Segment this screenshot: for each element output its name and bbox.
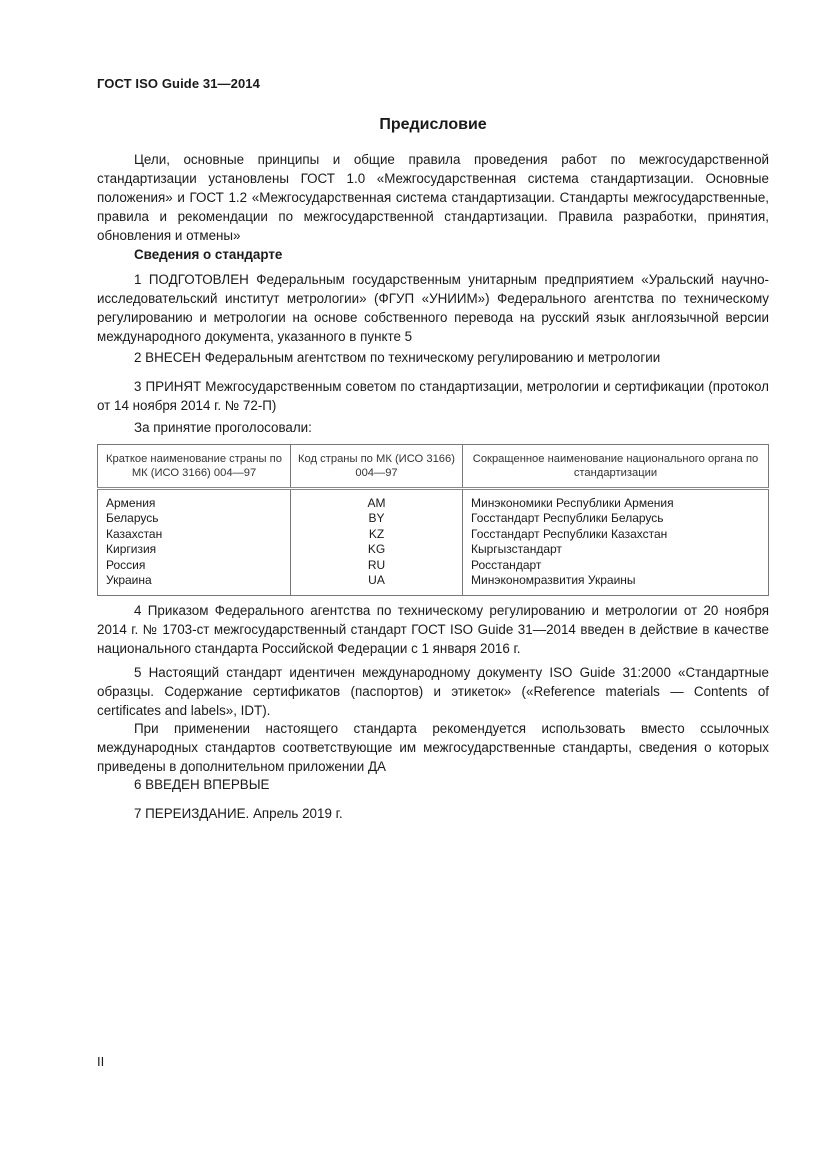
item-5-note: При применении настоящего стандарта рекомендуется использовать вместо ссылочных международных стандартов соответствующие им межгосударственные стандарты, сведения о которых приведены в дополнительном приложении ДА xyxy=(97,721,769,774)
page-title: Предисловие xyxy=(379,116,487,133)
table-header-row xyxy=(98,445,769,489)
table-cell: Армения xyxy=(106,496,156,510)
table-cell: UA xyxy=(368,573,385,588)
standards-bodies-column xyxy=(463,489,769,596)
table-cell: Госстандарт Республики Казахстан xyxy=(471,526,668,541)
vote-label: За принятие проголосовали: xyxy=(134,420,312,435)
page-number: II xyxy=(97,1054,105,1069)
table-cell: Россия xyxy=(106,557,146,572)
table-cell: Кыргызстандарт xyxy=(471,542,562,557)
table-cell: Госстандарт Республики Беларусь xyxy=(471,511,664,526)
item-1-prepared: 1 ПОДГОТОВЛЕН Федеральным государственным унитарным предприятием «Уральский научно-исследовательский институт метрологии» (ФГУП «УНИИМ») Федерального агентства по техническому регулированию и метрологии на основе собственного перевода на русский язык англоязычной версии международного документа, указанного в пункте 5 xyxy=(97,272,769,344)
item-5-identical: 5 Настоящий стандарт идентичен международному документу ISO Guide 31:2000 «Стандартные образцы. Содержание сертификатов (паспортов) и этикеток» («Reference materials — Contents of certificates and labels», IDT). xyxy=(97,665,769,718)
table-cell: Казахстан xyxy=(106,526,163,541)
standard-info-subheading: Сведения о стандарте xyxy=(134,247,283,262)
item-7-reissue: 7 ПЕРЕИЗДАНИЕ. Апрель 2019 г. xyxy=(134,806,343,821)
table-cell: Украина xyxy=(106,573,152,588)
table-cell: BY xyxy=(368,511,385,526)
table-cell: KZ xyxy=(368,526,385,541)
header-country-name: Краткое наименование страны по МК (ИСО 3166) 004—97 xyxy=(98,445,291,489)
table-cell: Росстандарт xyxy=(471,557,542,572)
item-2-submitted: 2 ВНЕСЕН Федеральным агентством по техническому регулированию и метрологии xyxy=(134,350,661,365)
table-row xyxy=(98,489,769,596)
header-standards-body: Сокращенное наименование национального органа по стандартизации xyxy=(463,445,769,489)
table-cell: RU xyxy=(367,557,386,572)
country-codes-column xyxy=(291,489,463,596)
table-cell: AM xyxy=(367,496,386,510)
item-3-adopted: 3 ПРИНЯТ Межгосударственным советом по стандартизации, метрологии и сертификации (протокол от 14 ноября 2014 г. № 72-П) xyxy=(97,379,769,413)
header-country-code: Код страны по МК (ИСО 3166) 004—97 xyxy=(291,445,463,489)
item-6-first-introduced: 6 ВВЕДЕН ВПЕРВЫЕ xyxy=(134,777,270,792)
country-names-column xyxy=(98,489,291,596)
item-4-order: 4 Приказом Федерального агентства по техническому регулированию и метрологии от 20 ноября 2014 г. № 1703-ст межгосударственный стандарт ГОСТ ISO Guide 31—2014 введен в действие в качестве национального стандарта Российской Федерации с 1 января 2016 г. xyxy=(97,603,769,656)
table-cell: KG xyxy=(367,542,386,557)
voting-countries-table xyxy=(97,444,769,596)
table-cell: Минэкономики Республики Армения xyxy=(471,496,674,510)
table-cell: Киргизия xyxy=(106,542,157,557)
document-code-header: ГОСТ ISO Guide 31—2014 xyxy=(97,76,260,91)
table-cell: Беларусь xyxy=(106,511,159,526)
intro-paragraph: Цели, основные принципы и общие правила проведения работ по межгосударственной стандартизации установлены ГОСТ 1.0 «Межгосударственная система стандартизации. Основные положения» и ГОСТ 1.2 «Межгосударственная система стандартизации. Стандарты межгосударственные, правила и рекомендации по межгосударственной стандартизации. Правила разработки, принятия, обновления и отмены» xyxy=(97,152,769,243)
table-cell: Минэкономразвития Украины xyxy=(471,573,636,588)
